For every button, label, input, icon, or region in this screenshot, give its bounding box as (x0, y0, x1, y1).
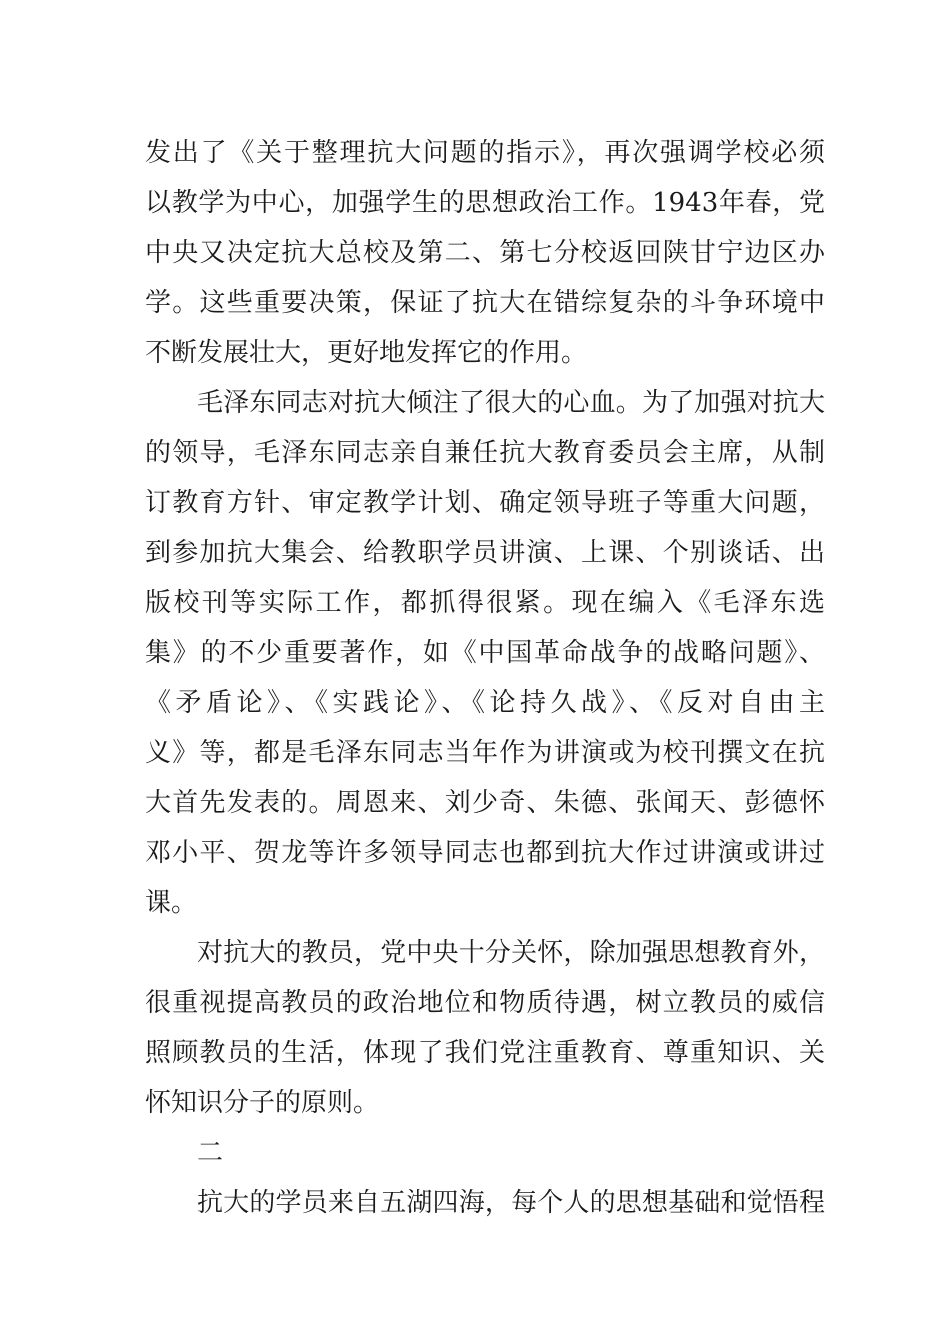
text-line: 学。这些重要决策，保证了抗大在错综复杂的斗争环境中 (145, 288, 825, 318)
text-line: 很重视提高教员的政治地位和物质待遇，树立教员的威信 (145, 988, 825, 1018)
text-line: 到参加抗大集会、给教职学员讲演、上课、个别谈话、出 (145, 538, 825, 568)
text-line: 对抗大的教员，党中央十分关怀，除加强思想教育外， (197, 938, 825, 968)
text-line: 中央又决定抗大总校及第二、第七分校返回陕甘宁边区办 (145, 238, 825, 268)
text-line: 大首先发表的。周恩来、刘少奇、朱德、张闻天、彭德怀 (145, 788, 825, 818)
text-line: 的领导，毛泽东同志亲自兼任抗大教育委员会主席，从制 (145, 438, 825, 468)
text-line: 毛泽东同志对抗大倾注了很大的心血。为了加强对抗大 (197, 388, 825, 418)
text-line: 集》的不少重要著作，如《中国革命战争的战略问题》、 (145, 638, 825, 668)
text-line: 版校刊等实际工作，都抓得很紧。现在编入《毛泽东选 (145, 588, 825, 618)
text-line: 不断发展壮大，更好地发挥它的作用。 (145, 338, 588, 368)
section-heading: 二 (197, 1138, 224, 1168)
text-line: 订教育方针、审定教学计划、确定领导班子等重大问题， (145, 488, 825, 518)
text-line: 义》等，都是毛泽东同志当年作为讲演或为校刊撰文在抗 (145, 738, 825, 768)
text-line: 发出了《关于整理抗大问题的指示》，再次强调学校必须 (145, 138, 825, 168)
text-line: 《矛盾论》、《实践论》、《论持久战》、《反对自由主 (145, 688, 825, 718)
body-text (145, 128, 825, 1228)
text-line: 怀知识分子的原则。 (145, 1088, 380, 1118)
text-line: 邓小平、贺龙等许多领导同志也都到抗大作过讲演或讲过 (145, 838, 825, 868)
text-line: 抗大的学员来自五湖四海，每个人的思想基础和觉悟程 (197, 1188, 825, 1218)
text-line: 以教学为中心，加强学生的思想政治工作。1943年春，党 (145, 188, 825, 218)
text-line: 课。 (145, 888, 198, 918)
text-line: 照顾教员的生活，体现了我们党注重教育、尊重知识、关 (145, 1038, 825, 1068)
